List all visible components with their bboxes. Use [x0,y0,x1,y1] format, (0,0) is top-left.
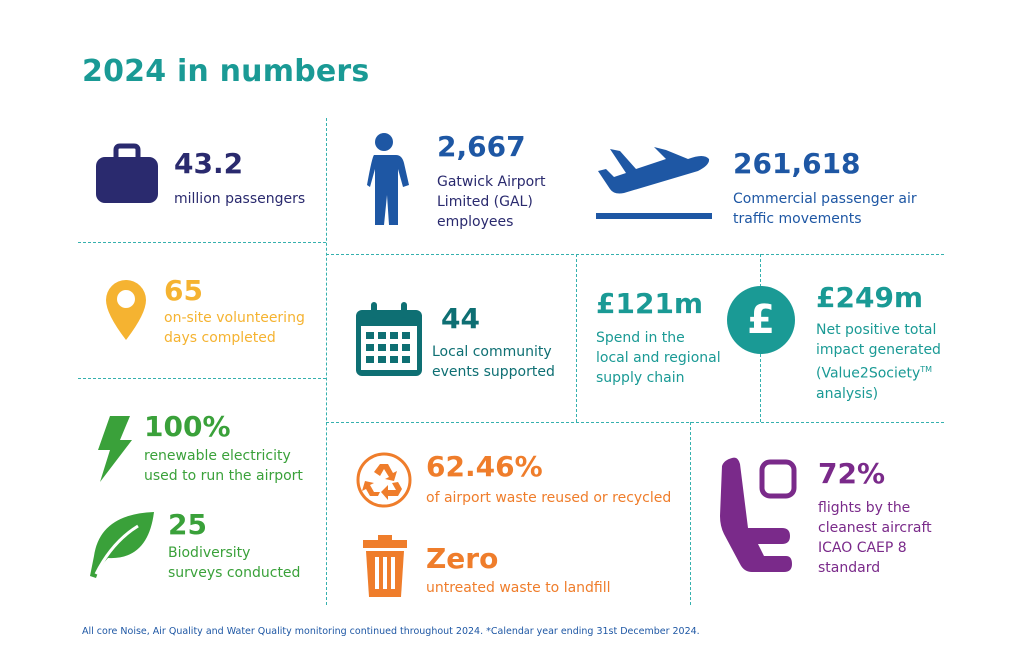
renewable-label: renewable electricity used to run the airport [144,448,303,484]
bin-icon [363,535,407,597]
landfill-label: untreated waste to landfill [426,580,611,596]
divider [576,254,577,422]
employees-label: Gatwick Airport Limited (GAL) employees [437,174,546,230]
spend-label: Spend in the local and regional supply chain [596,330,721,386]
atm-label: Commercial passenger air traffic movements [733,191,917,227]
recycled-value: 62.46% [426,450,543,483]
calendar-icon [356,302,422,376]
location-pin-icon [106,280,146,340]
community-label: Local community events supported [432,344,555,380]
biodiversity-value: 25 [168,508,207,541]
divider [78,242,326,243]
volunteering-label: on-site volunteering days completed [164,310,305,346]
employees-value: 2,667 [437,130,526,163]
landfill-value: Zero [426,542,499,575]
divider [690,422,691,605]
airplane-takeoff-icon [596,147,712,219]
aircraft-value: 72% [818,457,886,490]
divider [78,378,326,379]
passengers-label: million passengers [174,191,306,207]
leaf-icon [90,512,154,578]
spend-value: £121m [596,287,704,320]
pound-icon: £ [727,286,795,354]
recycled-label: of airport waste reused or recycled [426,490,672,506]
lightning-icon [96,416,132,482]
passengers-value: 43.2 [174,147,244,180]
impact-value: £249m [816,281,924,314]
aircraft-label: flights by the cleanest aircraft ICAO CAEP 8 standard [818,500,932,576]
renewable-value: 100% [144,410,231,443]
person-icon [370,133,410,225]
volunteering-value: 65 [164,274,203,307]
page-title: 2024 in numbers [82,54,370,89]
footnote: All core Noise, Air Quality and Water Quality monitoring continued throughout 2024. *Calendar year ending 31st December 2024. [82,626,700,637]
divider [326,118,327,605]
divider [326,254,944,255]
aircraft-seat-icon [718,456,804,574]
impact-label: Net positive total impact generated (Value2Society™ analysis) [816,322,941,402]
community-value: 44 [441,302,480,335]
recycle-icon [356,452,412,508]
suitcase-icon [96,144,158,204]
atm-value: 261,618 [733,147,861,180]
biodiversity-label: Biodiversity surveys conducted [168,545,301,581]
divider [326,422,944,423]
